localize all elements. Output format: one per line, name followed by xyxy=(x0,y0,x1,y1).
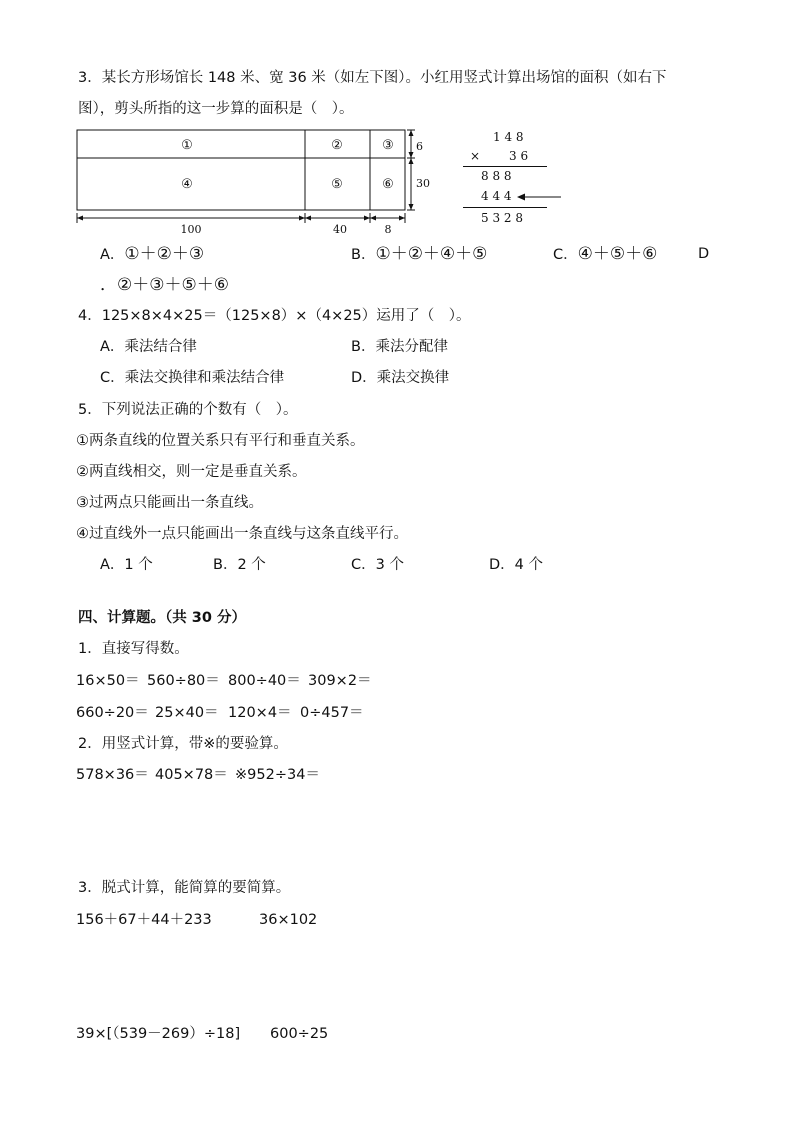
q5-statement-4: ④过直线外一点只能画出一条直线与这条直线平行。 xyxy=(76,526,408,542)
part1-title: 1．直接写得数。 xyxy=(78,641,189,657)
q5-stem: 5．下列说法正确的个数有（ ）。 xyxy=(78,402,298,418)
arrow-icon xyxy=(517,192,563,202)
q4-stem: 4．125×8×4×25＝（125×8）×（4×25）运用了（ ）。 xyxy=(78,308,471,324)
mult-row-1: 1 4 8 xyxy=(493,130,524,144)
part3-expr-4: 600÷25 xyxy=(270,1026,329,1042)
area-figure xyxy=(70,125,430,235)
part2-title: 2．用竖式计算，带※的要验算。 xyxy=(78,736,288,752)
q3-option-d-text[interactable]: ．②＋③＋⑤＋⑥ xyxy=(100,275,229,295)
part1-expr-3: 800÷40＝ xyxy=(228,673,301,689)
cell-2: ② xyxy=(331,138,343,153)
option-letter: C． xyxy=(553,247,578,263)
mult-sign: × xyxy=(470,149,481,163)
q5-statement-1: ①两条直线的位置关系只有平行和垂直关系。 xyxy=(76,433,365,449)
q5-statement-3: ③过两点只能画出一条直线。 xyxy=(76,495,263,511)
side-label-6: 6 xyxy=(416,140,423,153)
part1-expr-2: 560÷80＝ xyxy=(147,673,220,689)
part3-expr-1: 156＋67＋44＋233 xyxy=(76,912,212,928)
option-text: ①＋②＋③ xyxy=(124,244,205,264)
q3-option-c[interactable] xyxy=(553,244,657,265)
q3-option-b[interactable] xyxy=(351,244,487,265)
mult-result: 5 3 2 8 xyxy=(481,211,523,225)
cell-6: ⑥ xyxy=(382,177,394,192)
part2-expr-2: 405×78＝ xyxy=(155,767,228,783)
part1-expr-1: 16×50＝ xyxy=(76,673,140,689)
part1-expr-5: 660÷20＝ xyxy=(76,705,149,721)
q5-option-b[interactable]: B．2 个 xyxy=(213,557,266,573)
option-letter: A． xyxy=(100,247,125,263)
q4-option-b[interactable]: B．乘法分配律 xyxy=(351,339,448,355)
bottom-label-40: 40 xyxy=(333,223,347,235)
part1-expr-4: 309×2＝ xyxy=(308,673,372,689)
q3-option-a[interactable] xyxy=(100,244,204,265)
part2-expr-3: ※952÷34＝ xyxy=(235,767,320,783)
q3-line2: 图），剪头所指的这一步算的面积是（ ）。 xyxy=(78,101,354,117)
bottom-label-8: 8 xyxy=(384,223,392,235)
part1-expr-8: 0÷457＝ xyxy=(300,705,364,721)
q5-statement-2: ②两直线相交，则一定是垂直关系。 xyxy=(76,464,307,480)
option-text: ①＋②＋④＋⑤ xyxy=(375,244,488,264)
part3-expr-2: 36×102 xyxy=(259,912,318,928)
cell-4: ④ xyxy=(181,177,193,192)
option-letter: B． xyxy=(351,247,376,263)
q4-option-c[interactable]: C．乘法交换律和乘法结合律 xyxy=(100,370,285,386)
bottom-label-100: 100 xyxy=(180,223,202,235)
side-label-30: 30 xyxy=(416,177,430,190)
q5-option-d[interactable]: D．4 个 xyxy=(489,557,543,573)
mult-row-4: 4 4 4 xyxy=(481,189,512,203)
part1-expr-7: 120×4＝ xyxy=(228,705,292,721)
q5-option-a[interactable]: A．1 个 xyxy=(100,557,153,573)
cell-5: ⑤ xyxy=(331,177,343,192)
q4-option-a[interactable]: A．乘法结合律 xyxy=(100,339,197,355)
option-text: ④＋⑤＋⑥ xyxy=(577,244,658,264)
section-title: 四、计算题。（共 30 分） xyxy=(78,610,247,626)
part1-expr-6: 25×40＝ xyxy=(155,705,219,721)
part3-expr-3: 39×[（539－269）÷18] xyxy=(76,1026,241,1042)
part3-title: 3．脱式计算，能简算的要简算。 xyxy=(78,880,291,896)
q3-line1: 3．某长方形场馆长 148 米、宽 36 米（如左下图）。小红用竖式计算出场馆的面积（如右下 xyxy=(78,70,667,86)
mult-row-2: 3 6 xyxy=(509,149,529,163)
cell-1: ① xyxy=(181,138,193,153)
q5-option-c[interactable]: C．3 个 xyxy=(351,557,404,573)
mult-row-3: 8 8 8 xyxy=(481,169,512,183)
q3-option-d-letter[interactable]: D xyxy=(698,246,710,262)
part2-expr-1: 578×36＝ xyxy=(76,767,149,783)
cell-3: ③ xyxy=(382,138,394,153)
q4-option-d[interactable]: D．乘法交换律 xyxy=(351,370,450,386)
